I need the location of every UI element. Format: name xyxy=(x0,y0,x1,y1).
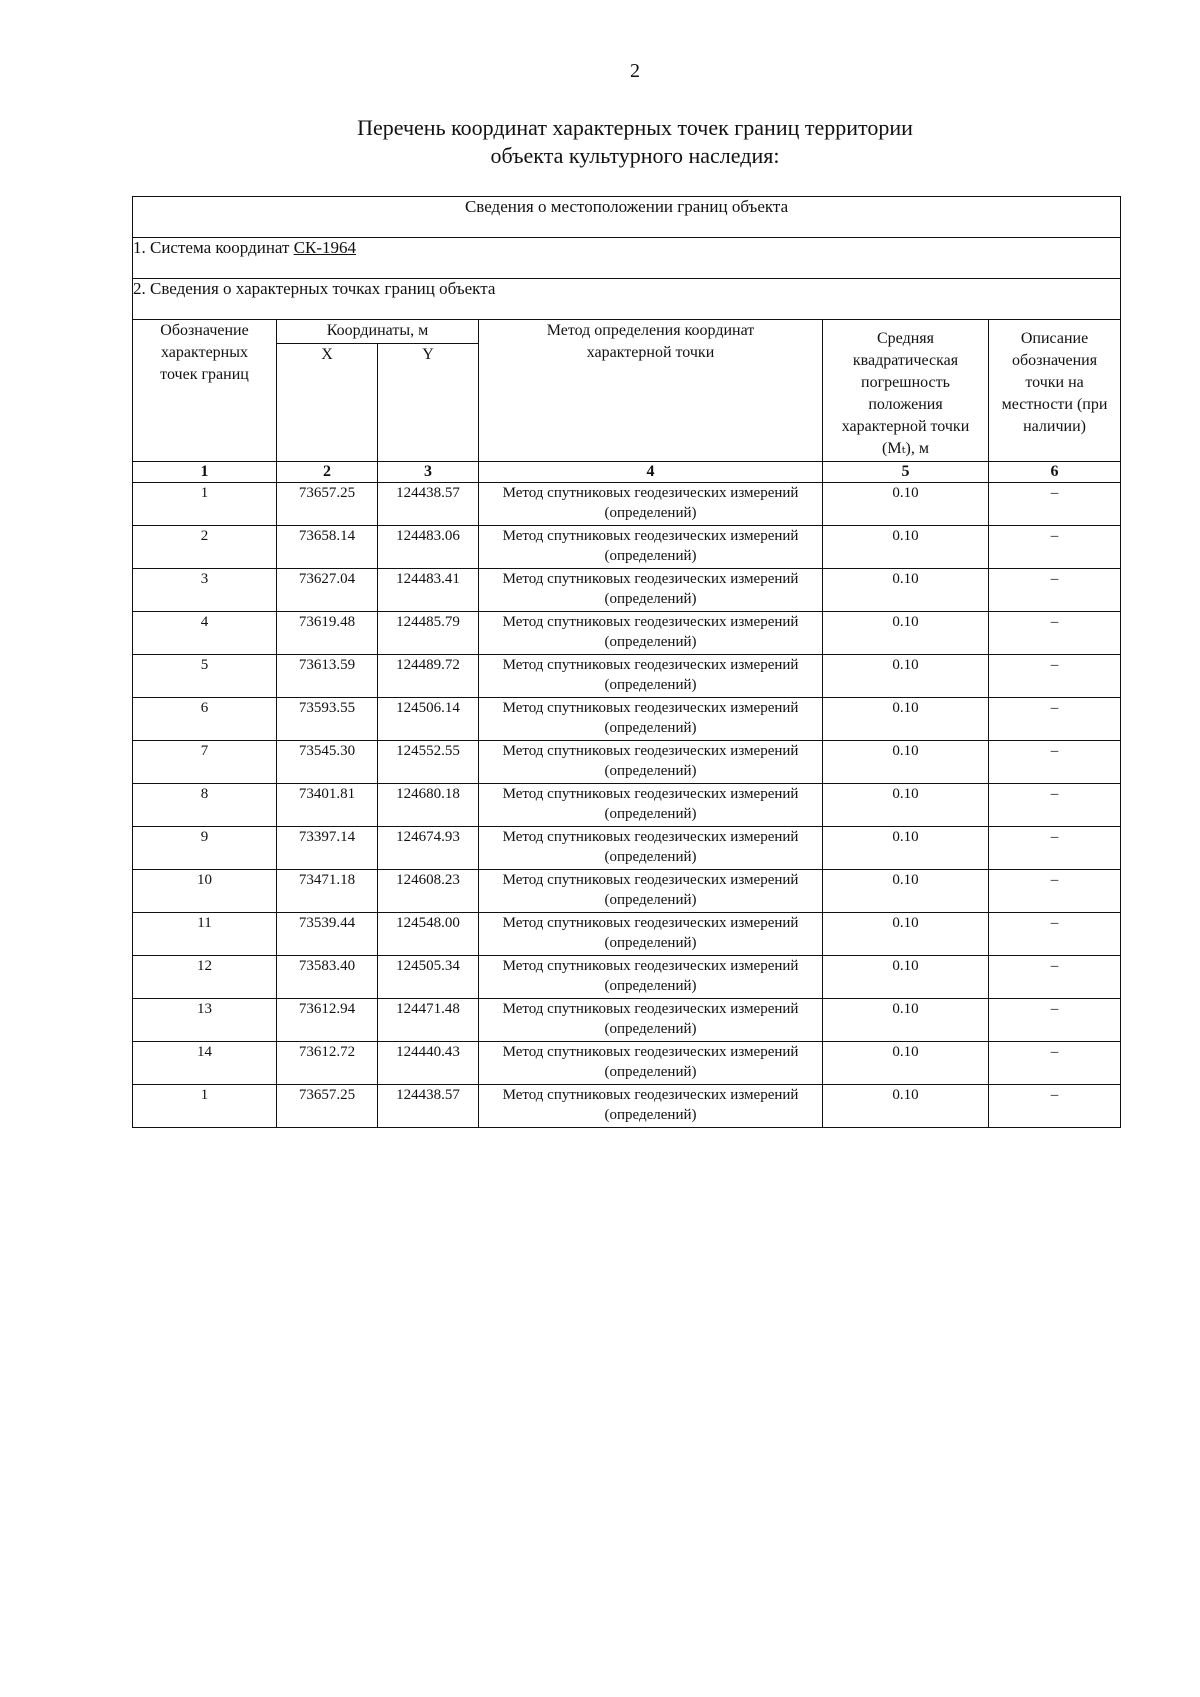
column-numbers-row xyxy=(133,462,1121,483)
method-cell: Метод спутниковых геодезических измерений (определений) xyxy=(479,956,823,999)
description-cell: – xyxy=(989,526,1121,569)
error-cell: 0.10 xyxy=(823,870,989,913)
y-coordinate-cell: 124608.23 xyxy=(378,870,479,913)
coordinates-table xyxy=(132,196,1121,1128)
description-cell: – xyxy=(989,1042,1121,1085)
method-cell: Метод спутниковых геодезических измерений (определений) xyxy=(479,870,823,913)
header-designation: Обозначение характерных точек границ xyxy=(133,320,277,462)
error-cell: 0.10 xyxy=(823,483,989,526)
table-row xyxy=(133,827,1121,870)
point-designation-cell: 3 xyxy=(133,569,277,612)
table-row xyxy=(133,1042,1121,1085)
error-cell: 0.10 xyxy=(823,655,989,698)
header-x: X xyxy=(277,344,378,462)
y-coordinate-cell: 124552.55 xyxy=(378,741,479,784)
error-cell: 0.10 xyxy=(823,784,989,827)
y-coordinate-cell: 124680.18 xyxy=(378,784,479,827)
x-coordinate-cell: 73612.94 xyxy=(277,999,378,1042)
description-cell: – xyxy=(989,612,1121,655)
point-designation-cell: 10 xyxy=(133,870,277,913)
point-designation-cell: 1 xyxy=(133,483,277,526)
error-cell: 0.10 xyxy=(823,526,989,569)
description-cell: – xyxy=(989,913,1121,956)
description-cell: – xyxy=(989,483,1121,526)
method-cell: Метод спутниковых геодезических измерений (определений) xyxy=(479,655,823,698)
points-section-title: 2. Сведения о характерных точках границ объекта xyxy=(133,279,1121,320)
error-cell: 0.10 xyxy=(823,698,989,741)
error-cell: 0.10 xyxy=(823,956,989,999)
header-coordinates: Координаты, м xyxy=(277,320,479,344)
table-row xyxy=(133,698,1121,741)
point-designation-cell: 11 xyxy=(133,913,277,956)
point-designation-cell: 14 xyxy=(133,1042,277,1085)
description-cell: – xyxy=(989,870,1121,913)
point-designation-cell: 12 xyxy=(133,956,277,999)
description-cell: – xyxy=(989,956,1121,999)
y-coordinate-cell: 124483.06 xyxy=(378,526,479,569)
coordinate-system-row xyxy=(133,238,1121,279)
column-number-5: 5 xyxy=(823,462,989,483)
y-coordinate-cell: 124483.41 xyxy=(378,569,479,612)
header-error: Средняя квадратическая погрешность положения характерной точки (Mₜ), м xyxy=(823,320,989,462)
x-coordinate-cell: 73583.40 xyxy=(277,956,378,999)
y-coordinate-cell: 124438.57 xyxy=(378,1085,479,1128)
table-row xyxy=(133,870,1121,913)
description-cell: – xyxy=(989,698,1121,741)
table-row xyxy=(133,741,1121,784)
error-cell: 0.10 xyxy=(823,569,989,612)
point-designation-cell: 2 xyxy=(133,526,277,569)
document-title-line-2: объекта культурного наследия: xyxy=(490,143,780,168)
point-designation-cell: 9 xyxy=(133,827,277,870)
description-cell: – xyxy=(989,999,1121,1042)
page-number: 2 xyxy=(630,60,640,82)
y-coordinate-cell: 124506.14 xyxy=(378,698,479,741)
x-coordinate-cell: 73539.44 xyxy=(277,913,378,956)
method-cell: Метод спутниковых геодезических измерений (определений) xyxy=(479,698,823,741)
table-row xyxy=(133,913,1121,956)
y-coordinate-cell: 124438.57 xyxy=(378,483,479,526)
error-cell: 0.10 xyxy=(823,741,989,784)
method-cell: Метод спутниковых геодезических измерений (определений) xyxy=(479,1085,823,1128)
method-cell: Метод спутниковых геодезических измерений (определений) xyxy=(479,913,823,956)
table-row xyxy=(133,1085,1121,1128)
column-number-3: 3 xyxy=(378,462,479,483)
x-coordinate-cell: 73627.04 xyxy=(277,569,378,612)
method-cell: Метод спутниковых геодезических измерений (определений) xyxy=(479,827,823,870)
column-number-1: 1 xyxy=(133,462,277,483)
document-title xyxy=(0,114,1200,170)
x-coordinate-cell: 73658.14 xyxy=(277,526,378,569)
y-coordinate-cell: 124674.93 xyxy=(378,827,479,870)
coordinate-system-value: СК-1964 xyxy=(293,238,357,257)
document-title-line-1: Перечень координат характерных точек границ территории xyxy=(357,115,913,140)
point-designation-cell: 8 xyxy=(133,784,277,827)
column-number-6: 6 xyxy=(989,462,1121,483)
column-number-2: 2 xyxy=(277,462,378,483)
x-coordinate-cell: 73619.48 xyxy=(277,612,378,655)
method-cell: Метод спутниковых геодезических измерений (определений) xyxy=(479,526,823,569)
method-cell: Метод спутниковых геодезических измерений (определений) xyxy=(479,612,823,655)
method-cell: Метод спутниковых геодезических измерений (определений) xyxy=(479,784,823,827)
description-cell: – xyxy=(989,784,1121,827)
table-row xyxy=(133,612,1121,655)
x-coordinate-cell: 73401.81 xyxy=(277,784,378,827)
method-cell: Метод спутниковых геодезических измерений (определений) xyxy=(479,1042,823,1085)
point-designation-cell: 5 xyxy=(133,655,277,698)
error-cell: 0.10 xyxy=(823,999,989,1042)
table-row xyxy=(133,956,1121,999)
description-cell: – xyxy=(989,1085,1121,1128)
error-cell: 0.10 xyxy=(823,612,989,655)
x-coordinate-cell: 73613.59 xyxy=(277,655,378,698)
section-title: Сведения о местоположении границ объекта xyxy=(133,197,1121,238)
y-coordinate-cell: 124440.43 xyxy=(378,1042,479,1085)
x-coordinate-cell: 73397.14 xyxy=(277,827,378,870)
point-designation-cell: 13 xyxy=(133,999,277,1042)
table-row xyxy=(133,999,1121,1042)
table-row xyxy=(133,526,1121,569)
method-cell: Метод спутниковых геодезических измерений (определений) xyxy=(479,999,823,1042)
y-coordinate-cell: 124471.48 xyxy=(378,999,479,1042)
method-cell: Метод спутниковых геодезических измерений (определений) xyxy=(479,483,823,526)
x-coordinate-cell: 73657.25 xyxy=(277,483,378,526)
coordinate-system-label: 1. Система координат xyxy=(133,238,294,257)
header-y: Y xyxy=(378,344,479,462)
table-row xyxy=(133,483,1121,526)
error-cell: 0.10 xyxy=(823,1085,989,1128)
y-coordinate-cell: 124548.00 xyxy=(378,913,479,956)
table-row xyxy=(133,569,1121,612)
point-designation-cell: 6 xyxy=(133,698,277,741)
y-coordinate-cell: 124505.34 xyxy=(378,956,479,999)
x-coordinate-cell: 73657.25 xyxy=(277,1085,378,1128)
x-coordinate-cell: 73612.72 xyxy=(277,1042,378,1085)
x-coordinate-cell: 73593.55 xyxy=(277,698,378,741)
column-number-4: 4 xyxy=(479,462,823,483)
method-cell: Метод спутниковых геодезических измерений (определений) xyxy=(479,741,823,784)
y-coordinate-cell: 124489.72 xyxy=(378,655,479,698)
point-designation-cell: 1 xyxy=(133,1085,277,1128)
description-cell: – xyxy=(989,741,1121,784)
table-row xyxy=(133,655,1121,698)
table-row xyxy=(133,784,1121,827)
y-coordinate-cell: 124485.79 xyxy=(378,612,479,655)
error-cell: 0.10 xyxy=(823,913,989,956)
error-cell: 0.10 xyxy=(823,827,989,870)
description-cell: – xyxy=(989,569,1121,612)
error-cell: 0.10 xyxy=(823,1042,989,1085)
point-designation-cell: 7 xyxy=(133,741,277,784)
header-method: Метод определения координат характерной точки xyxy=(479,320,823,462)
method-cell: Метод спутниковых геодезических измерений (определений) xyxy=(479,569,823,612)
x-coordinate-cell: 73545.30 xyxy=(277,741,378,784)
description-cell: – xyxy=(989,655,1121,698)
x-coordinate-cell: 73471.18 xyxy=(277,870,378,913)
point-designation-cell: 4 xyxy=(133,612,277,655)
description-cell: – xyxy=(989,827,1121,870)
header-description: Описание обозначения точки на местности (при наличии) xyxy=(989,320,1121,462)
